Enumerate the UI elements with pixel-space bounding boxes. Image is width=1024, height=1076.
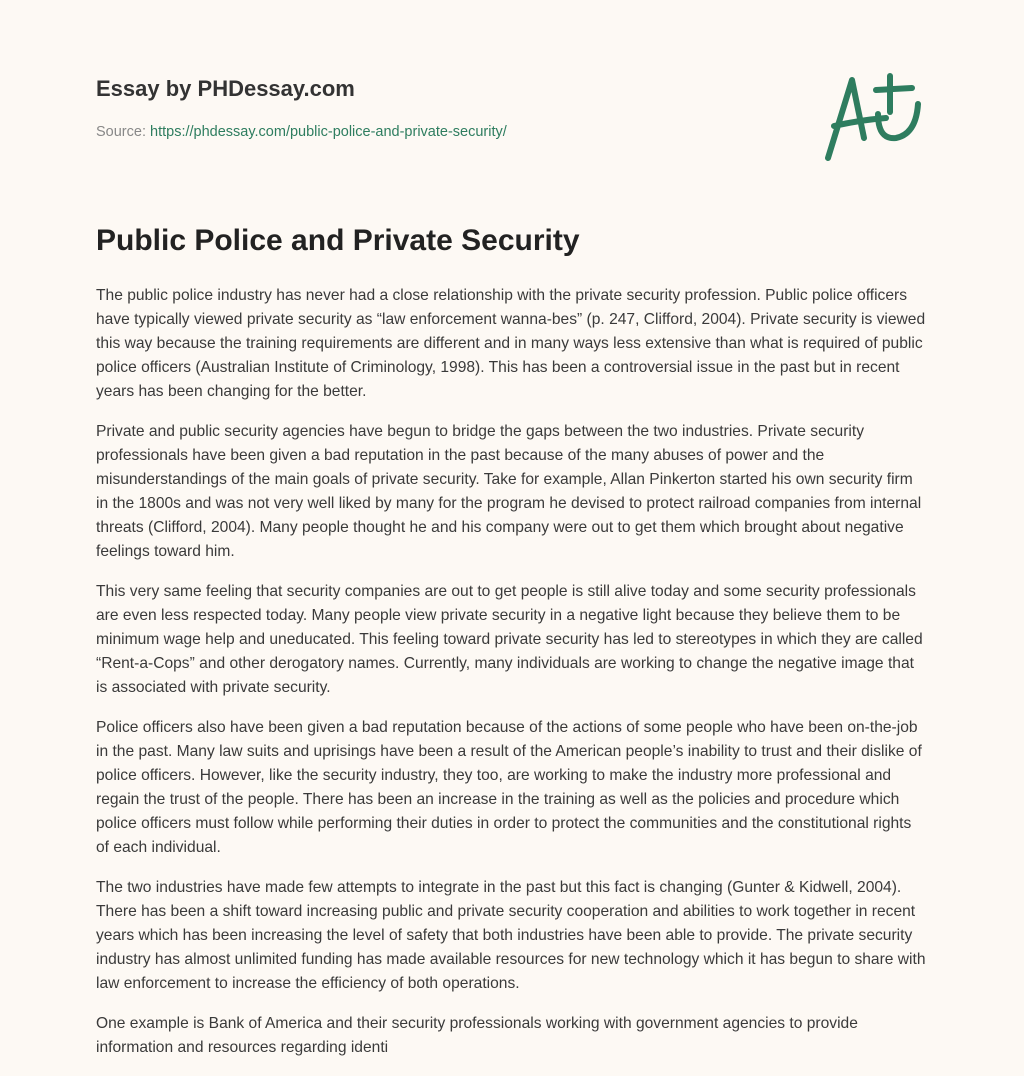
paragraph: One example is Bank of America and their security professionals working with government agencies to provide information and resources regarding identi bbox=[96, 1015, 858, 1056]
paragraph: The public police industry has never had a close relationship with the private security profession. Public police officers have typically viewed private security as “law enforcement wanna-bes” (p. 247, Clifford, 2004). Private security is viewed this way because the training requirements are different and in many ways less extensive than what is required of public police officers (Australian Institute of Criminology, 1998). This has been a controversial issue in the past but in recent years has been changing for the better. bbox=[96, 287, 926, 400]
source-link[interactable]: https://phdessay.com/public-police-and-private-security/ bbox=[150, 124, 507, 140]
paragraph: This very same feeling that security companies are out to get people is still alive today and some security professionals are even less respected today. Many people view private security in a negative light because they believe them to be minimum wage help and uneducated. This feeling toward private security has led to stereotypes in which they are called “Rent-a-Cops” and other derogatory names. Currently, many individuals are working to change the negative image that is associated with private security. bbox=[96, 583, 923, 696]
article-title: Public Police and Private Security bbox=[96, 224, 580, 257]
paragraph: Police officers also have been given a bad reputation because of the actions of some people who have been on-the-job in the past. Many law suits and uprisings have been a result of the American people’s inability to trust and their dislike of police officers. However, like the security industry, they too, are working to make the industry more professional and regain the trust of the people. There has been an increase in the training as well as the policies and procedure which police officers must follow while performing their duties in order to protect the communities and the constitutional rights of each individual. bbox=[96, 719, 922, 856]
site-brand: Essay by PHDessay.com bbox=[96, 76, 355, 101]
source-line bbox=[96, 124, 507, 140]
source-label: Source: bbox=[96, 124, 146, 140]
paragraph: The two industries have made few attempts to integrate in the past but this fact is changing (Gunter & Kidwell, 2004). There has been a shift toward increasing public and private security cooperation and abilities to work together in recent years which has been increasing the level of safety that both industries have been able to provide. The private security industry has almost unlimited funding has made available resources for new technology which it has begun to share with law enforcement to increase the efficiency of both operations. bbox=[96, 879, 926, 992]
article-body bbox=[96, 284, 928, 1076]
paragraph: Private and public security agencies have begun to bridge the gaps between the two industries. Private security professionals have been given a bad reputation in the past because of the many abuses of power and the misunderstandings of the main goals of private security. Take for example, Allan Pinkerton started his own security firm in the 1800s and was not very well liked by many for the program he devised to protect railroad companies from internal threats (Clifford, 2004). Many people thought he and his company were out to get them which brought about negative feelings toward him. bbox=[96, 423, 922, 560]
a-plus-logo-icon bbox=[820, 68, 930, 164]
